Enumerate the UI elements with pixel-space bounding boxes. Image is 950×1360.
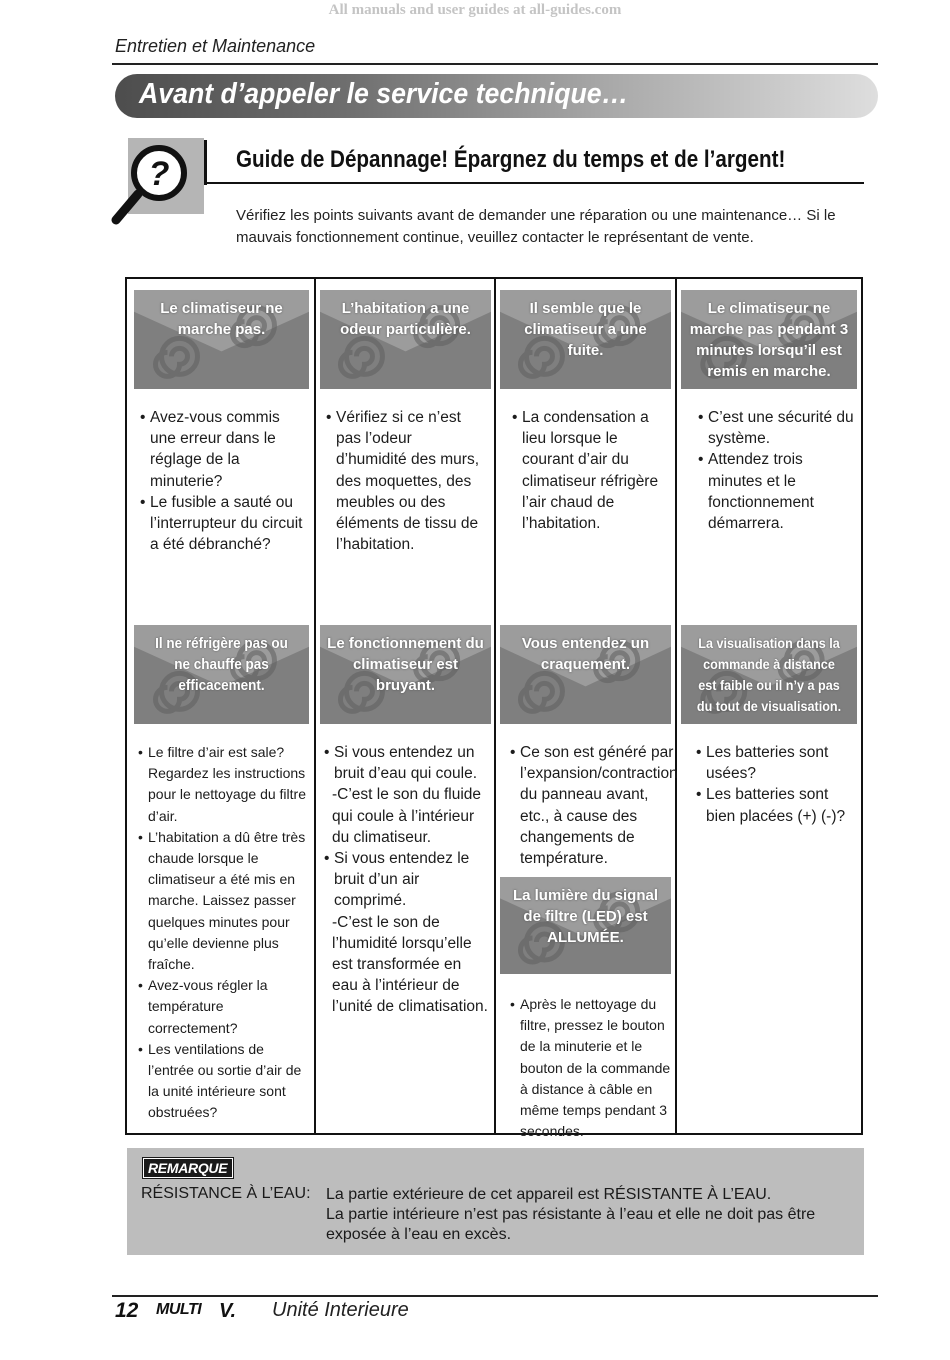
brand-logo-mark: V. xyxy=(219,1300,237,1322)
problem-header xyxy=(500,625,671,724)
svg-text:?: ? xyxy=(148,155,170,193)
problem-header xyxy=(134,625,309,724)
problem-solutions xyxy=(698,407,858,534)
title-banner xyxy=(115,74,878,118)
solution-bullet: • Si vous entendez un bruit d’eau qui coule. xyxy=(324,742,489,784)
page-number: 12 xyxy=(115,1299,139,1322)
note-badge: REMARQUE xyxy=(143,1158,233,1178)
solution-detail: -C’est le son du fluide qui coule à l’intérieur du climatiseur. xyxy=(332,786,482,846)
solution-bullet: • Le fusible a sauté ou l’interrupteur du circuit a été débranché? xyxy=(140,492,305,556)
problem-solutions xyxy=(326,407,486,555)
solution-bullet: • C’est une sécurité du système. xyxy=(698,407,858,449)
problem-solutions xyxy=(510,994,675,1142)
problem-header-text: Le fonctionnement du climatiseur est bruyant. xyxy=(327,635,484,694)
note-line: La partie intérieure n’est pas résistante à l’eau et elle ne doit pas être exposée à l’eau en excès. xyxy=(326,1206,816,1243)
solution-bullet: • La condensation a lieu lorsque le courant d’air du climatiseur réfrigère l’air chaud de l’habitation. xyxy=(512,407,670,534)
note-text xyxy=(326,1185,856,1245)
problem-header-text: La visualisation dans la commande à distance est faible ou il n’y a pas du tout de visualisation. xyxy=(696,635,842,714)
problem-header-text: Le climatiseur ne marche pas. xyxy=(160,300,283,338)
footer-title: Unité Interieure xyxy=(272,1299,409,1321)
note-line: La partie extérieure de cet appareil est RÉSISTANTE À L’EAU. xyxy=(326,1186,772,1203)
column-divider xyxy=(314,277,316,1135)
solution-bullet: • L’habitation a dû être très chaude lorsque le climatiseur a été mis en marche. Laissez passer quelques minutes pour qu’elle devienne plus fraîche. xyxy=(138,827,308,975)
problem-header-text: Il semble que le climatiseur a une fuite. xyxy=(524,300,647,359)
problem-solutions xyxy=(138,742,308,1124)
problem-header xyxy=(134,290,309,389)
solution-bullet: • Avez-vous commis une erreur dans le réglage de la minuterie? xyxy=(140,407,305,492)
problem-header xyxy=(681,625,857,724)
problem-solutions xyxy=(324,742,489,1018)
problem-header xyxy=(500,290,671,389)
bottom-rule xyxy=(112,1295,878,1297)
problem-header-text: Le climatiseur ne marche pas pendant 3 minutes lorsqu’il est remis en marche. xyxy=(689,300,849,380)
page-title: Avant d’appeler le service technique… xyxy=(139,78,629,110)
problem-header xyxy=(500,877,671,974)
problem-header xyxy=(681,290,857,389)
problem-solutions xyxy=(512,407,670,534)
problem-header-text: Vous entendez un craquement. xyxy=(521,635,650,673)
solution-bullet: • Après le nettoyage du filtre, pressez le bouton de la minuterie et le bouton de la commande à distance à câble en même temps pendant 3 secondes. xyxy=(510,994,675,1142)
top-rule xyxy=(112,63,878,65)
problem-header xyxy=(320,290,491,389)
solution-bullet: • Le filtre d’air est sale? Regardez les instructions pour le nettoyage du filtre d’air. xyxy=(138,742,308,827)
solution-bullet: • Les batteries sont usées? xyxy=(696,742,856,784)
magnifier-question-icon xyxy=(108,136,208,228)
problem-header xyxy=(320,625,491,724)
guide-rule-vertical xyxy=(204,140,207,185)
solution-bullet: • Si vous entendez le bruit d’un air comprimé. xyxy=(324,848,489,912)
column-divider xyxy=(494,277,496,1135)
problem-solutions xyxy=(140,407,305,555)
note-label: RÉSISTANCE À L’EAU: xyxy=(141,1185,311,1202)
column-divider xyxy=(675,277,677,1135)
solution-bullet: • Ce son est généré par l’expansion/contraction du panneau avant, etc., à cause des changements de température. xyxy=(510,742,675,869)
solution-detail: -C’est le son de l’humidité lorsqu’elle est transformée en eau à l’intérieur de l’unité de climatisation. xyxy=(332,913,488,1016)
guide-heading: Guide de Dépannage! Épargnez du temps et de l’argent! xyxy=(236,146,786,173)
solution-bullet: • Attendez trois minutes et le fonctionnement démarrera. xyxy=(698,449,858,534)
note-box xyxy=(127,1148,864,1255)
watermark: All manuals and user guides at all-guides.com xyxy=(328,2,622,18)
problem-solutions xyxy=(696,742,856,827)
solution-bullet: • Avez-vous régler la température correctement? xyxy=(138,975,308,1039)
problem-solutions xyxy=(510,742,678,869)
brand-logo: MULTI xyxy=(156,1301,202,1318)
solution-bullet: • Les ventilations de l’entrée ou sortie d’air de la unité intérieure sont obstruées? xyxy=(138,1039,308,1124)
solution-bullet: • Les batteries sont bien placées (+) (-)? xyxy=(696,784,856,826)
problem-header-text: La lumière du signal de filtre (LED) est ALLUMÉE. xyxy=(512,887,659,946)
solution-bullet: • Vérifiez si ce n’est pas l’odeur d’humidité des murs, des moquettes, des meubles ou des éléments de tissu de l’habitation. xyxy=(326,407,486,555)
intro-paragraph: Vérifiez les points suivants avant de demander une réparation ou une maintenance… Si le mauvais fonctionnement continue, veuillez contacter le représentant de vente. xyxy=(236,207,836,246)
problem-header-text: Il ne réfrigère pas ou ne chauffe pas efficacement. xyxy=(155,635,288,694)
section-header: Entretien et Maintenance xyxy=(115,36,316,56)
problem-header-text: L’habitation a une odeur particulière. xyxy=(340,300,471,338)
guide-rule-horizontal xyxy=(204,182,864,184)
